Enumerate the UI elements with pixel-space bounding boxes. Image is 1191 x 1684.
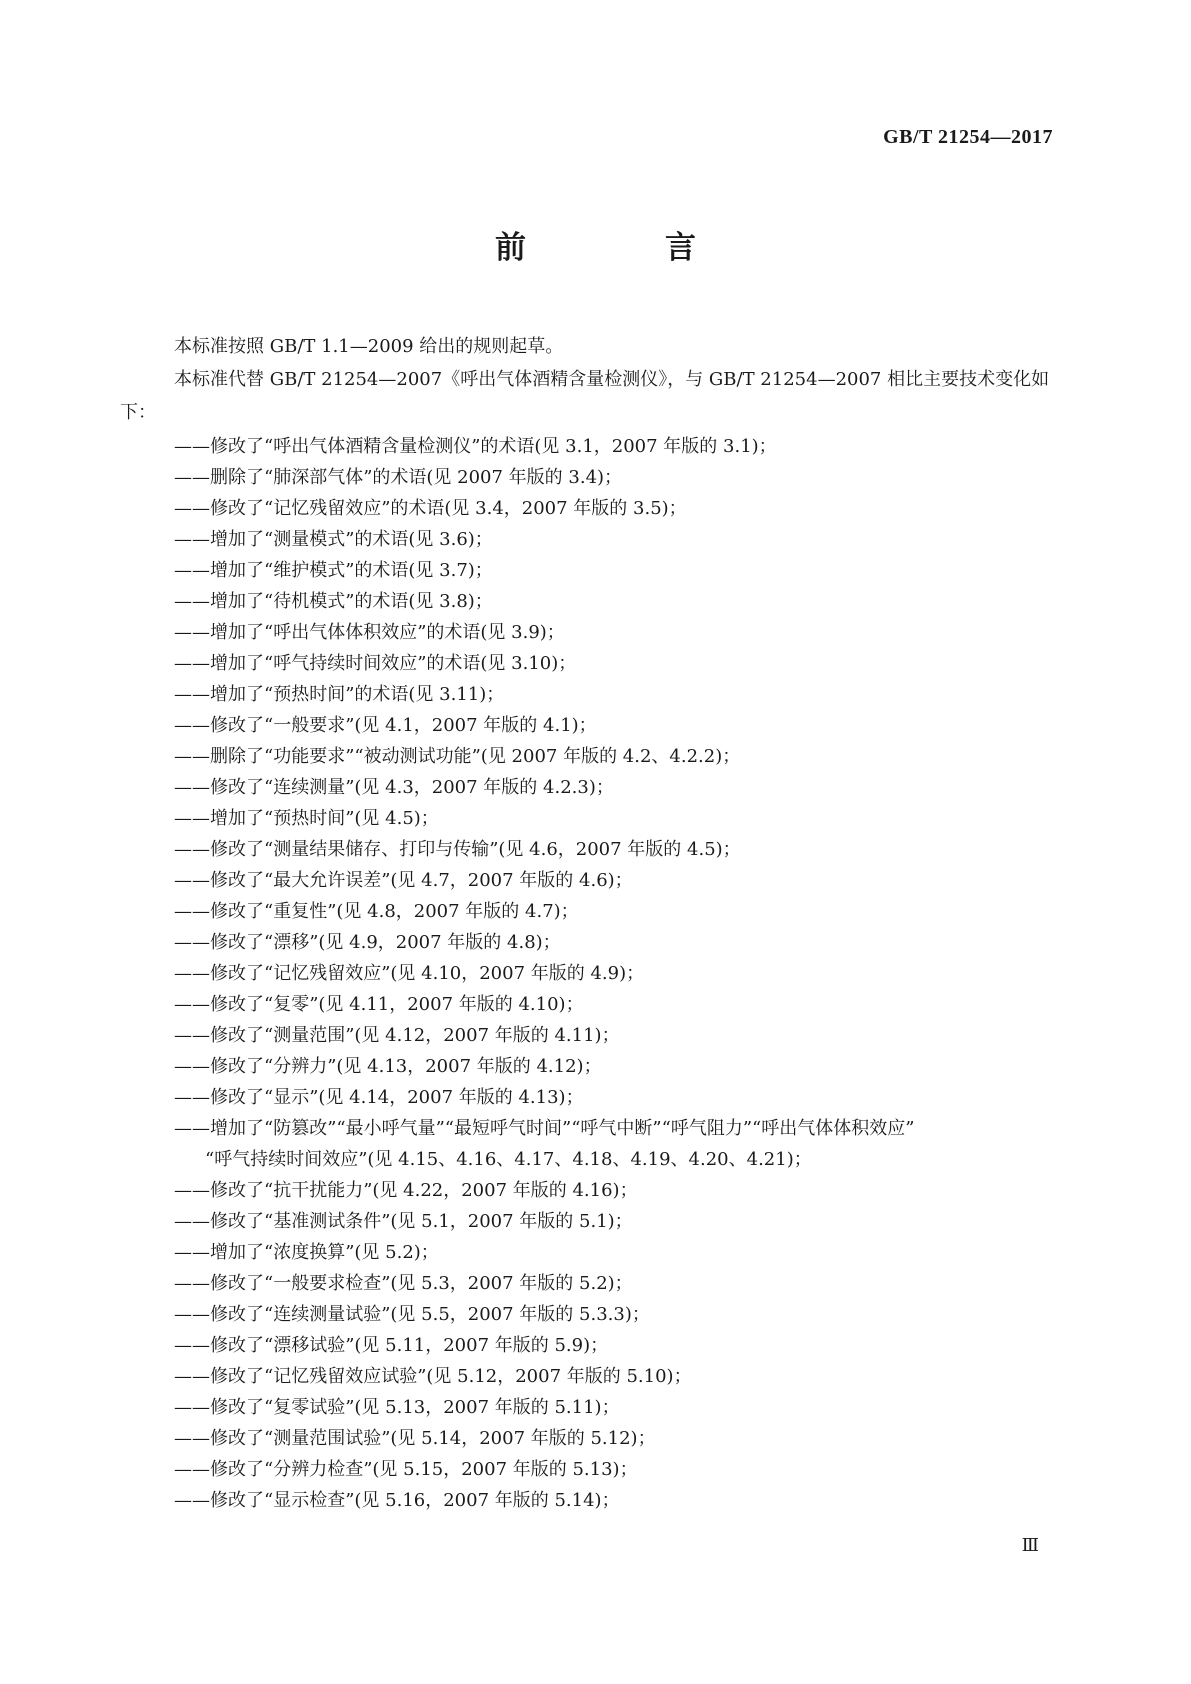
- list-item: ——修改了“测量结果储存、打印与传输”(见 4.6，2007 年版的 4.5)；: [174, 839, 741, 860]
- foreword-body: [120, 330, 1071, 1516]
- list-item: ——增加了“预热时间”的术语(见 3.11)；: [174, 684, 505, 705]
- list-item: ——删除了“功能要求”“被动测试功能”(见 2007 年版的 4.2、4.2.2)；: [174, 746, 741, 767]
- list-item: ——修改了“呼出气体酒精含量检测仪”的术语(见 3.1，2007 年版的 3.1)；: [174, 436, 777, 457]
- list-item: ——修改了“显示检查”(见 5.16，2007 年版的 5.14)；: [174, 1490, 620, 1511]
- list-item: ——修改了“测量范围”(见 4.12，2007 年版的 4.11)；: [174, 1025, 620, 1046]
- list-item: ——修改了“重复性”(见 4.8，2007 年版的 4.7)；: [174, 901, 579, 922]
- list-item: ——修改了“复零试验”(见 5.13，2007 年版的 5.11)；: [174, 1397, 620, 1418]
- list-item: ——修改了“一般要求”(见 4.1，2007 年版的 4.1)；: [174, 715, 597, 736]
- intro-paragraph-1: 本标准按照 GB/T 1.1—2009 给出的规则起草。: [174, 336, 564, 357]
- list-item: ——增加了“呼出气体体积效应”的术语(见 3.9)；: [174, 622, 565, 643]
- list-item: ——修改了“抗干扰能力”(见 4.22，2007 年版的 4.16)；: [174, 1180, 638, 1201]
- list-item: ——增加了“预热时间”(见 4.5)；: [174, 808, 439, 829]
- list-item: ——删除了“肺深部气体”的术语(见 2007 年版的 3.4)；: [174, 467, 623, 488]
- list-item: ——修改了“分辨力”(见 4.13，2007 年版的 4.12)；: [174, 1056, 602, 1077]
- change-list: [120, 431, 1071, 1516]
- page-title: 前 言: [495, 230, 750, 266]
- list-item: ——增加了“呼气持续时间效应”的术语(见 3.10)；: [174, 653, 577, 674]
- list-item: ——修改了“漂移试验”(见 5.11，2007 年版的 5.9)；: [174, 1335, 609, 1356]
- list-item-line-1: ——增加了“防篡改”“最小呼气量”“最短呼气时间”“呼气中断”“呼气阻力”“呼出气体体积效应”: [174, 1118, 915, 1139]
- list-item: ——修改了“记忆残留效应”的术语(见 3.4，2007 年版的 3.5)；: [174, 498, 687, 519]
- list-item: ——修改了“记忆残留效应试验”(见 5.12，2007 年版的 5.10)；: [174, 1366, 692, 1387]
- list-item: ——修改了“显示”(见 4.14，2007 年版的 4.13)；: [174, 1087, 584, 1108]
- list-item: ——修改了“一般要求检查”(见 5.3，2007 年版的 5.2)；: [174, 1273, 633, 1294]
- list-item: ——修改了“连续测量试验”(见 5.5，2007 年版的 5.3.3)；: [174, 1304, 650, 1325]
- list-item: ——修改了“漂移”(见 4.9，2007 年版的 4.8)；: [174, 932, 561, 953]
- list-item: ——修改了“基准测试条件”(见 5.1，2007 年版的 5.1)；: [174, 1211, 633, 1232]
- list-item: ——增加了“浓度换算”(见 5.2)；: [174, 1242, 439, 1263]
- list-item: ——修改了“测量范围试验”(见 5.14，2007 年版的 5.12)；: [174, 1428, 656, 1449]
- list-item: ——修改了“连续测量”(见 4.3，2007 年版的 4.2.3)；: [174, 777, 614, 798]
- list-item-line-2: “呼气持续时间效应”(见 4.15、4.16、4.17、4.18、4.19、4.20、4.21)；: [205, 1149, 812, 1170]
- list-item: ——增加了“待机模式”的术语(见 3.8)；: [174, 591, 493, 612]
- list-item: ——修改了“复零”(见 4.11，2007 年版的 4.10)；: [174, 994, 584, 1015]
- intro-paragraph-2: 本标准代替 GB/T 21254—2007《呼出气体酒精含量检测仪》，与 GB/T 21254—2007 相比主要技术变化如下：: [120, 369, 1050, 423]
- list-item: ——增加了“维护模式”的术语(见 3.7)；: [174, 560, 493, 581]
- list-item: ——修改了“记忆残留效应”(见 4.10，2007 年版的 4.9)；: [174, 963, 645, 984]
- standard-code: GB/T 21254—2017: [883, 126, 1053, 148]
- list-item: ——修改了“最大允许误差”(见 4.7，2007 年版的 4.6)；: [174, 870, 633, 891]
- page-number: Ⅲ: [1021, 1535, 1039, 1555]
- list-item: ——修改了“分辨力检查”(见 5.15，2007 年版的 5.13)；: [174, 1459, 638, 1480]
- list-item: ——增加了“测量模式”的术语(见 3.6)；: [174, 529, 493, 550]
- list-item-multiline: [120, 1113, 1071, 1175]
